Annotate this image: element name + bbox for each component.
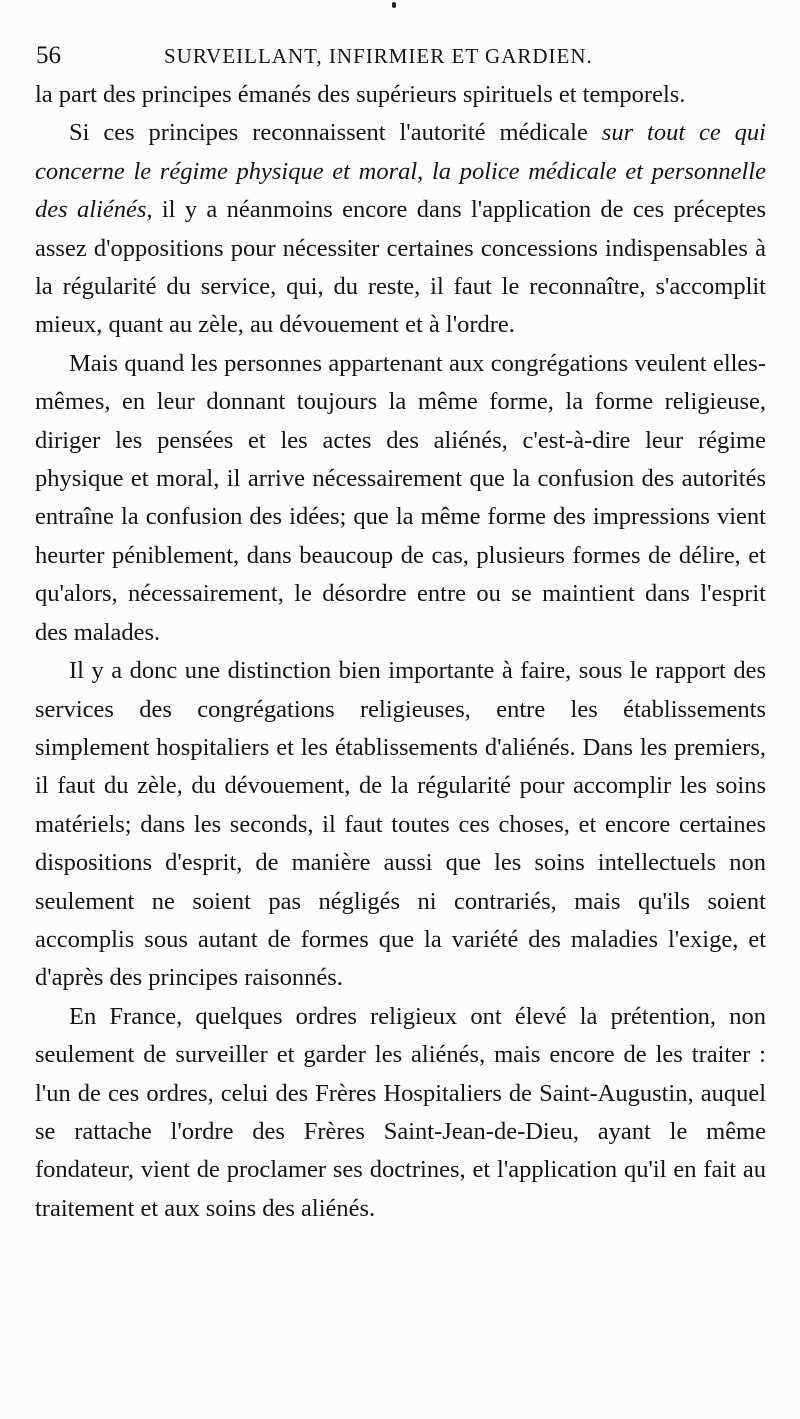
paragraph-2-italic: sur tout ce qui concerne le régime physique et moral, la police médicale et personnelle des aliénés, [35,119,766,224]
paragraph-2 [35,114,766,344]
paragraph-1-text: la part des principes émanés des supérieurs spirituels et temporels. [35,81,686,108]
ink-speck [392,2,396,8]
paragraph-3-text: Mais quand les personnes appartenant aux congrégations veulent elles-mêmes, en leur donnant toujours la même forme, la forme religieuse, diriger les pensées et les actes des aliénés, c'est-à-dire leur régime physique et moral, il arrive nécessairement que la confusion des autorités entraîne la confusion des idées; que la même forme des impressions vient heurter péniblement, dans beaucoup de cas, plusieurs formes de délire, et qu'alors, nécessairement, le désordre entre ou se maintient dans l'esprit des malades. [35,349,766,646]
paragraph-2-text-a: Si ces principes reconnaissent l'autorité médicale [69,119,602,147]
paragraph-5-text: En France, quelques ordres religieux ont élevé la prétention, non seulement de surveiller et garder les aliénés, mais encore de les traiter : l'un de ces ordres, celui des Frères Hospitaliers de Saint-Augustin, auquel se rattache l'ordre des Frères Saint-Jean-de-Dieu, ayant le même fondateur, vient de proclamer ses doctrines, et l'application qu'il en fait au traitement et aux soins des aliénés. [35,1002,766,1222]
page-header [36,42,766,74]
paragraph-4 [35,652,766,998]
paragraph-3 [35,345,766,652]
paragraph-4-text: Il y a donc une distinction bien importante à faire, sous le rapport des services des congrégations religieuses, entre les établissements simplement hospitaliers et les établissements d'aliénés. Dans les premiers, il faut du zèle, du dévouement, de la régularité pour accomplir les soins matériels; dans les seconds, il faut toutes ces choses, et encore certaines dispositions d'esprit, de manière aussi que les soins intellectuels non seulement ne soient pas négligés ni contrariés, mais qu'ils soient accomplis sous autant de formes que la variété des maladies l'exige, et d'après des principes raisonnés. [35,657,766,992]
paragraph-5 [35,998,766,1228]
paragraph-2-text-b: il y a néanmoins encore dans l'application de ces préceptes assez d'oppositions pour nécessiter certaines concessions indispensables à la régularité du service, qui, du reste, il faut le reconnaître, s'accomplit mieux, quant au zèle, au dévouement et à l'ordre. [35,196,766,339]
page-number: 56 [36,42,61,69]
body-text [35,76,766,1228]
running-title: SURVEILLANT, INFIRMIER ET GARDIEN. [164,44,593,68]
paragraph-1 [35,76,766,114]
